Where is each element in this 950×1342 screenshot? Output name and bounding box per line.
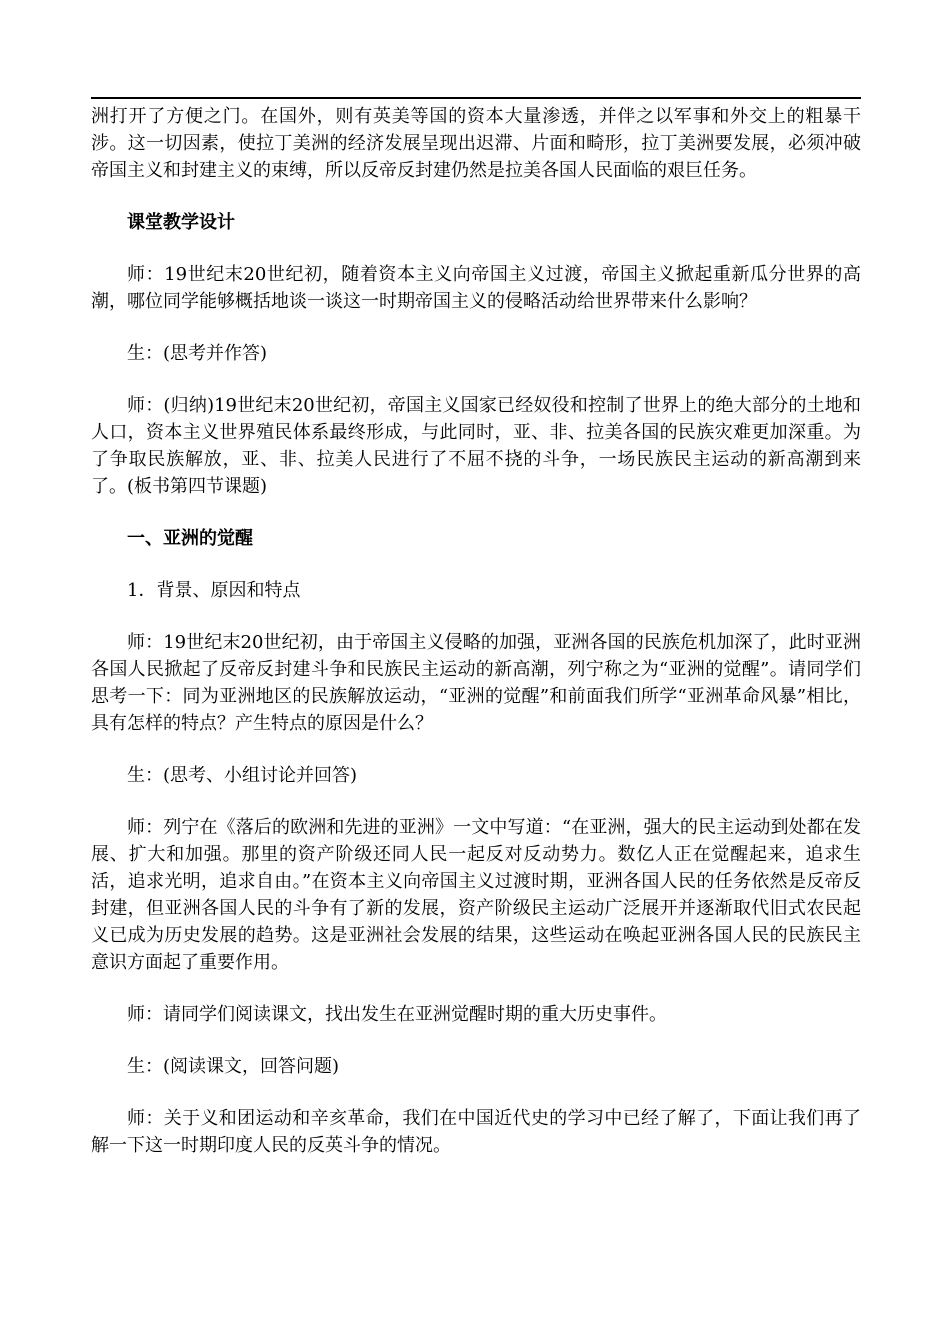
paragraph-student-answer: 生：(思考并作答) — [127, 343, 268, 364]
paragraph-student-discussion: 生：(思考、小组讨论并回答) — [127, 765, 358, 786]
paragraph-student-reading: 生：(阅读课文，回答问题) — [127, 1056, 340, 1077]
section-heading-asia-awakening: 一、亚洲的觉醒 — [127, 528, 253, 549]
paragraph-teacher-lenin-quote: 师：列宁在《落后的欧洲和先进的亚洲》一文中写道：“在亚洲，强大的民主运动到处都在发展、扩大和加强。那里的资产阶级还同人民一起反对反动势力。数亿人正在觉醒起来，追求生活，追求光明，追求自由。”在资本主义向帝国主义过渡时期，亚洲各国人民的任务依然是反帝反封建，但亚洲各国人民的斗争有了新的发展，资产阶级民主运动广泛展开并逐渐取代旧式农民起义已成为历史发展的趋势。这是亚洲社会发展的结果，这些运动在唤起亚洲各国人民的民族民主意识方面起了重要作用。 — [91, 817, 861, 973]
paragraph-teacher-background: 师：19世纪末20世纪初，由于帝国主义侵略的加强，亚洲各国的民族危机加深了，此时亚洲各国人民掀起了反帝反封建斗争和民族民主运动的新高潮，列宁称之为“亚洲的觉醒”。请同学们思考一下：同为亚洲地区的民族解放运动，“亚洲的觉醒”和前面我们所学“亚洲革命风暴”相比，具有怎样的特点？产生特点的原因是什么？ — [91, 632, 861, 734]
subheading-background: 1．背景、原因和特点 — [127, 580, 301, 601]
paragraph-teacher-summary: 师：(归纳)19世纪末20世纪初，帝国主义国家已经奴役和控制了世界上的绝大部分的土地和人口，资本主义世界殖民体系最终形成，与此同时，亚、非、拉美各国的民族灾难更加深重。为了争取民族解放，亚、非、拉美人民进行了不屈不挠的斗争，一场民族民主运动的新高潮到来了。(板书第四节课题) — [91, 395, 861, 497]
document-page — [91, 97, 861, 1159]
paragraph-continuation: 洲打开了方便之门。在国外，则有英美等国的资本大量渗透，并伴之以军事和外交上的粗暴干涉。这一切因素，使拉丁美洲的经济发展呈现出迟滞、片面和畸形，拉丁美洲要发展，必须冲破帝国主义和封建主义的束缚，所以反帝反封建仍然是拉美各国人民面临的艰巨任务。 — [91, 106, 861, 181]
paragraph-teacher-india: 师：关于义和团运动和辛亥革命，我们在中国近代史的学习中已经了解了，下面让我们再了解一下这一时期印度人民的反英斗争的情况。 — [91, 1108, 861, 1156]
paragraph-teacher-reading-task: 师：请同学们阅读课文，找出发生在亚洲觉醒时期的重大历史事件。 — [127, 1004, 667, 1025]
header-rule — [91, 97, 861, 99]
section-heading-classroom-design: 课堂教学设计 — [127, 212, 235, 233]
paragraph-teacher-question: 师：19世纪末20世纪初，随着资本主义向帝国主义过渡，帝国主义掀起重新瓜分世界的高潮，哪位同学能够概括地谈一谈这一时期帝国主义的侵略活动给世界带来什么影响？ — [91, 264, 861, 312]
